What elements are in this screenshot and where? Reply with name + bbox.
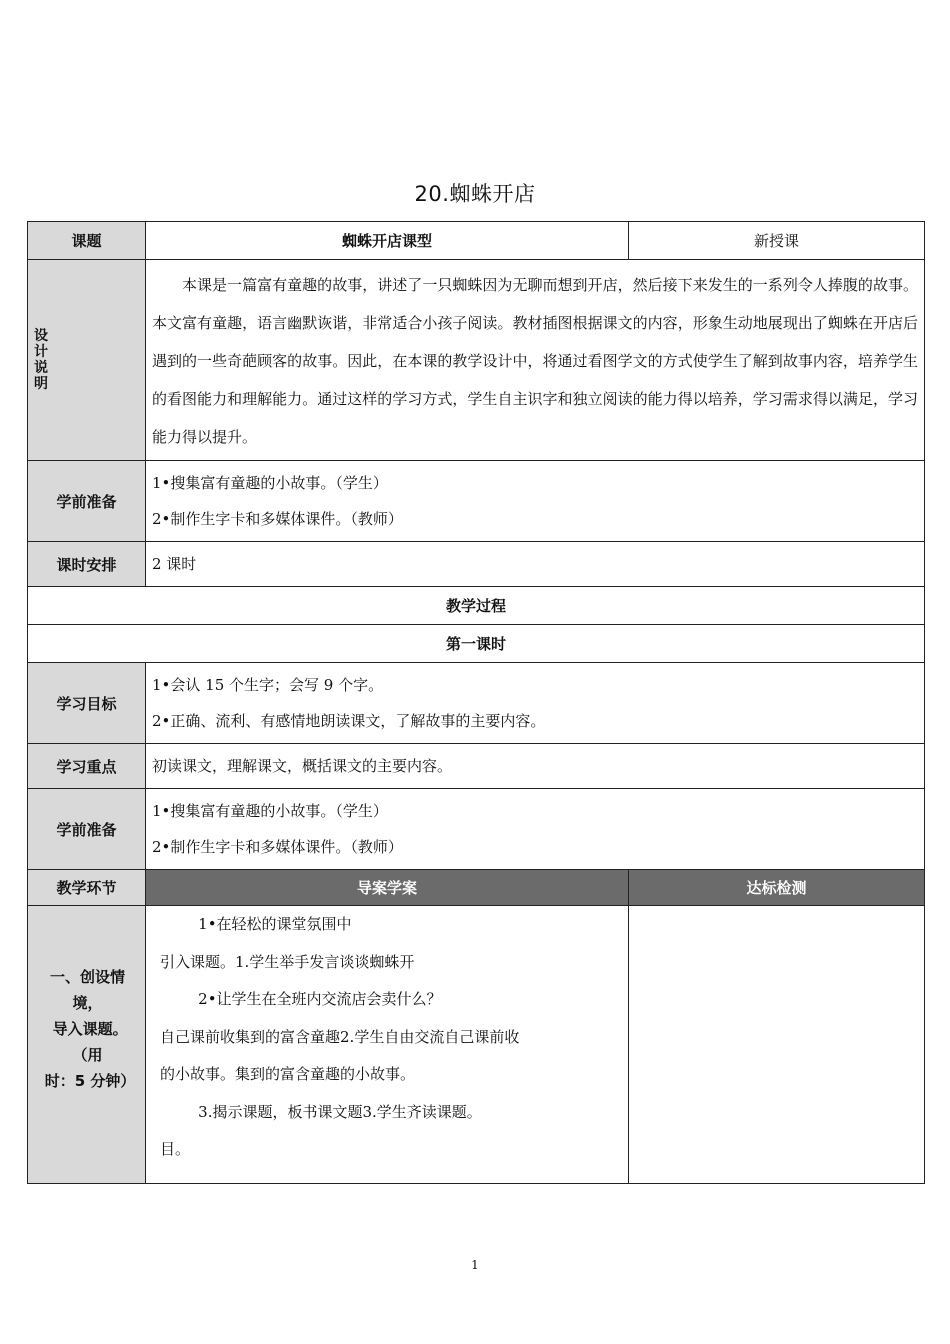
design-label [28, 260, 146, 461]
page-number: 1 [471, 1258, 479, 1272]
stage1-label-line: 时：5 分钟） [39, 1072, 136, 1090]
stage1-label-line: 导入课题。 [47, 1020, 128, 1038]
prep-item: 2•制作生字卡和多媒体课件。（教师） [152, 510, 403, 528]
schedule-label: 课时安排 [28, 542, 146, 587]
prep2-content [146, 789, 925, 870]
prep2-item: 2•制作生字卡和多媒体课件。（教师） [152, 838, 403, 856]
stage1-line: 的小故事。集到的富含童趣的小故事。 [160, 1065, 416, 1083]
prep2-label: 学前准备 [28, 789, 146, 870]
goal-item: 2•正确、流利、有感情地朗读课文，了解故事的主要内容。 [152, 712, 546, 730]
stage1-line: 引入课题。1.学生举手发言谈谈蜘蛛开 [160, 952, 415, 971]
check-column-header: 达标检测 [629, 870, 925, 906]
goals-content [146, 663, 925, 744]
lesson-type: 新授课 [629, 222, 925, 260]
stage1-label-line: 境， [72, 994, 103, 1012]
lesson-heading: 第一课时 [28, 625, 925, 663]
stage1-line: 2•让学生在全班内交流店会卖什么？ [160, 990, 442, 1008]
design-label-char: 明 [34, 376, 48, 392]
focus-label: 学习重点 [28, 744, 146, 789]
prep2-item: 1•搜集富有童趣的小故事。（学生） [152, 802, 388, 820]
design-label-char: 说 [34, 360, 48, 376]
prep2-row [28, 789, 925, 870]
stage1-line: 自己课前收集到的富含童趣2.学生自由交流自己课前收 [160, 1027, 520, 1046]
process-heading: 教学过程 [28, 587, 925, 625]
prep-content [146, 461, 925, 542]
design-description: 本课是一篇富有童趣的故事，讲述了一只蜘蛛因为无聊而想到开店，然后接下来发生的一系列令人捧腹的故事。本文富有童趣，语言幽默诙谐，非常适合小孩子阅读。教材插图根据课文的内容，形象生动地展现出了蜘蛛在开店后遇到的一些奇葩顾客的故事。因此，在本课的教学设计中，将通过看图学文的方式使学生了解到故事内容，培养学生的看图能力和理解能力。通过这样的学习方式，学生自主识字和独立阅读的能力得以培养，学习需求得以满足，学习能力得以提升。 [146, 260, 925, 461]
stage1-line: 1•在轻松的课堂氛围中 [160, 915, 352, 933]
design-label-char: 设 [34, 328, 48, 344]
stage1-label-line: （用 [72, 1046, 103, 1064]
process-heading-row [28, 587, 925, 625]
stage1-label-line: 一、创设情 [49, 968, 125, 986]
topic-value: 蜘蛛开店课型 [146, 222, 629, 260]
schedule-row [28, 542, 925, 587]
stage1-line: 目。 [160, 1140, 191, 1158]
design-label-char: 计 [34, 344, 48, 360]
prep-row [28, 461, 925, 542]
lesson-heading-row [28, 625, 925, 663]
prep-item: 1•搜集富有童趣的小故事。（学生） [152, 474, 388, 492]
goals-label: 学习目标 [28, 663, 146, 744]
focus-row [28, 744, 925, 789]
schedule-value: 2 课时 [146, 542, 925, 587]
stage1-row [28, 906, 925, 1184]
prep-label: 学前准备 [28, 461, 146, 542]
topic-row [28, 222, 925, 260]
design-row [28, 260, 925, 461]
stage1-content [146, 906, 629, 1184]
guide-column-header: 导案学案 [146, 870, 629, 906]
stage1-check [629, 906, 925, 1184]
focus-value: 初读课文，理解课文，概括课文的主要内容。 [146, 744, 925, 789]
lesson-plan-table [27, 221, 925, 1184]
goal-item: 1•会认 15 个生字；会写 9 个字。 [152, 676, 384, 694]
goals-row [28, 663, 925, 744]
topic-label: 课题 [28, 222, 146, 260]
columns-header-row [28, 870, 925, 906]
page-title: 20.蜘蛛开店 [414, 182, 536, 206]
stage1-label [28, 906, 146, 1184]
stage1-line: 3.揭示课题，板书课文题3.学生齐读课题。 [160, 1102, 482, 1121]
step-column-header: 教学环节 [28, 870, 146, 906]
